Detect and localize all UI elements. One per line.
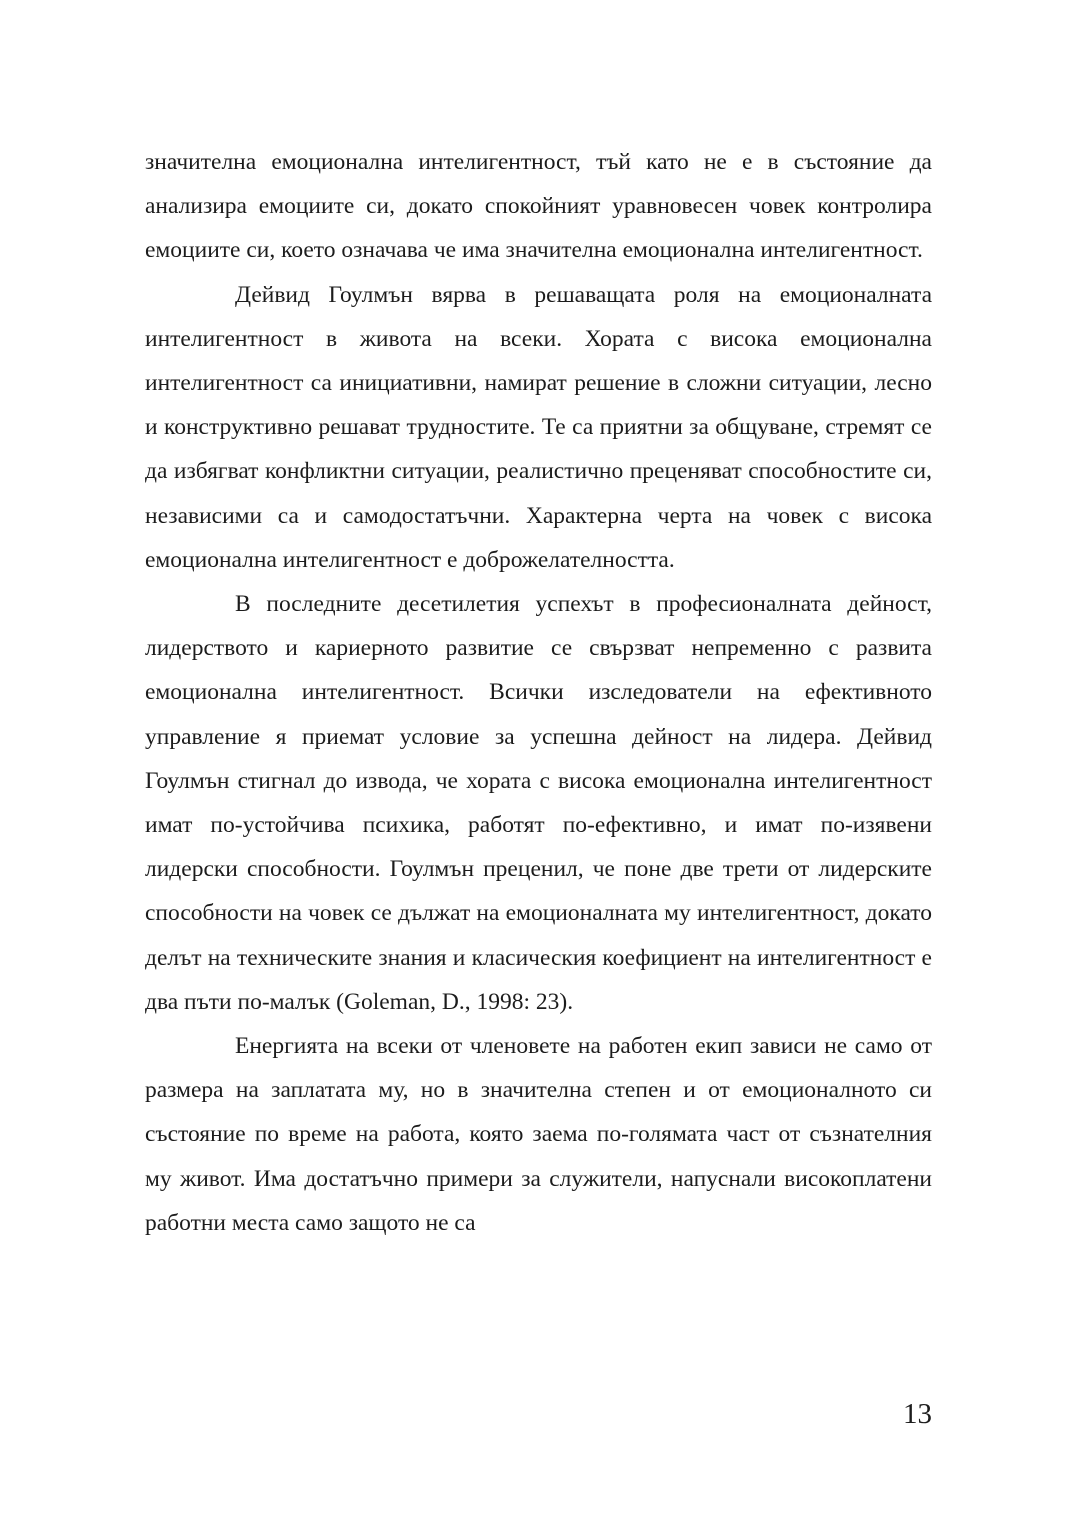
paragraph-goleman-belief: Дейвид Гоулмън вярва в решаващата роля на емоционалната интелигентност в живота на всеки. Хората с висока емоционална интелигентност са инициативни, намират решение в сложни ситуации, лесно и конструктивно решават трудностите. Те са приятни за общуване, стремят се да избягват конфликтни ситуации, реалистично преценяват способностите си, независими са и самодостатъчни. Характерна черта на човек с висока емоционална интелигентност е доброжелателността. [145,281,932,573]
paragraph-leadership-success: В последните десетилетия успехът в професионалната дейност, лидерството и кариерното развитие се свързват непременно с развита емоционална интелигентност. Всички изследователи на ефективното управление я приемат условие за успешна дейност на лидера. Дейвид Гоулмън стигнал до извода, че хората с висока емоционална интелигентност имат по-устойчива психика, работят по-ефективно, и имат по-изявени лидерски способности. Гоулмън преценил, че поне две трети от лидерските способности на човек се дължат на емоционалната му интелигентност, докато делът на техническите знания и класическия коефициент на интелигентност е два пъти по-малък (Goleman, D., 1998: 23). [145,591,932,1015]
paragraph-team-energy: Енергията на всеки от членовете на работен екип зависи не само от размера на заплатата му, но в значителна степен и от емоционалното си състояние по време на работа, която заема по-голямата част от съзнателния му живот. Има достатъчно примери за служители, напуснали високоплатени работни места само защото не са [145,1033,932,1236]
body-text [145,140,932,1245]
paragraph-continuation: значителна емоционална интелигентност, тъй като не е в състояние да анализира емоциите си, докато спокойният уравновесен човек контролира емоциите си, което означава че има значителна емоционална интелигентност. [145,149,932,264]
page-number: 13 [903,1398,932,1430]
